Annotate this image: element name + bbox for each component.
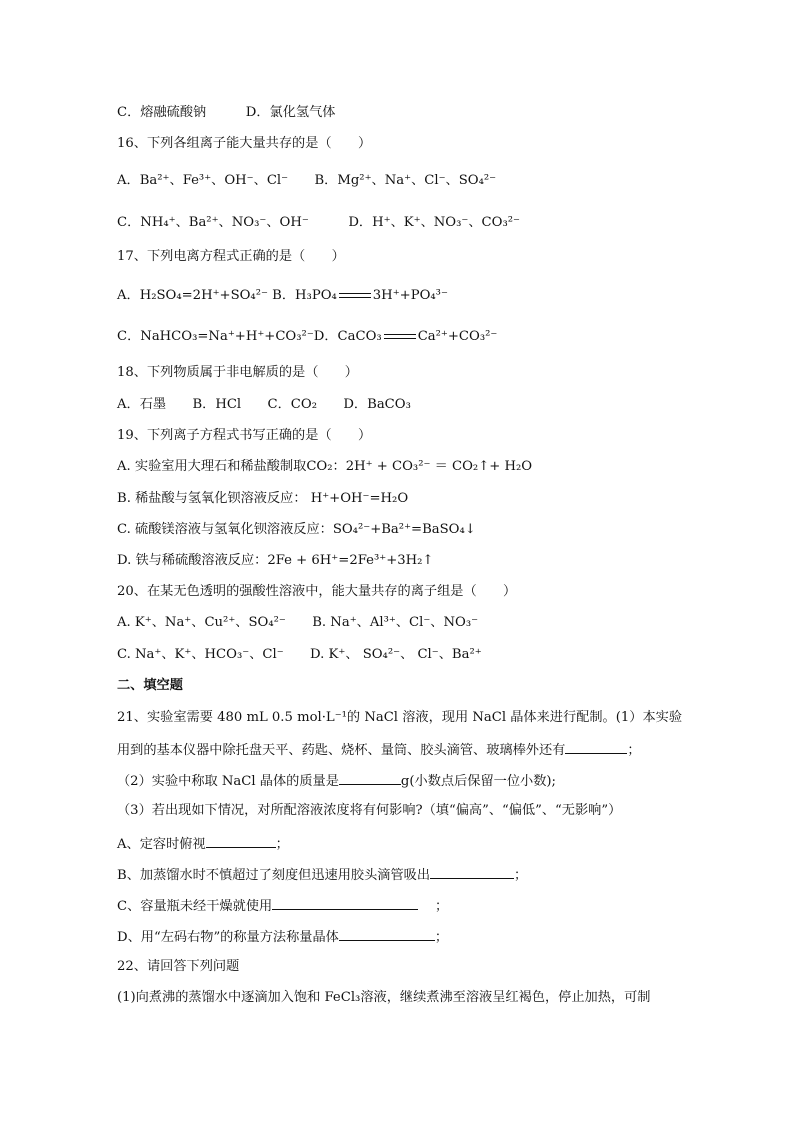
q15-option-cd: C．熔融硫酸钠 D．氯化氢气体 <box>117 105 336 120</box>
answer-blank-a[interactable] <box>206 834 276 848</box>
q16-option-cd: C．NH₄⁺、Ba²⁺、NO₃⁻、OH⁻ D．H⁺、K⁺、NO₃⁻、CO₃²⁻ <box>117 215 520 230</box>
q21-part3: （3）若出现如下情况，对所配溶液浓度将有何影响?（填“偏高”、“偏低”、“无影响”） <box>117 803 622 818</box>
q19-stem: 19、下列离子方程式书写正确的是（ ） <box>117 428 372 443</box>
q19-option-c: C. 硫酸镁溶液与氢氧化钡溶液反应：SO₄²⁻+Ba²⁺=BaSO₄↓ <box>117 522 476 537</box>
q17-stem: 17、下列电离方程式正确的是（ ） <box>117 249 345 264</box>
q16-stem: 16、下列各组离子能大量共存的是（ ） <box>117 136 372 151</box>
q17-option-ab: A．H₂SO₄=2H⁺+SO₄²⁻ B．H₃PO₄ 3H⁺+PO₄³⁻ <box>117 288 448 303</box>
q16-option-ab: A．Ba²⁺、Fe³⁺、OH⁻、Cl⁻ B．Mg²⁺、Na⁺、Cl⁻、SO₄²⁻ <box>117 173 497 188</box>
q20-option-ab: A. K⁺、Na⁺、Cu²⁺、SO₄²⁻ B. Na⁺、Al³⁺、Cl⁻、NO₃⁻ <box>117 615 479 630</box>
equilibrium-arrow-icon <box>339 291 371 301</box>
q21-stem-line2: 用到的基本仪器中除托盘天平、药匙、烧杯、量筒、胶头滴管、玻璃棒外还有 ； <box>117 740 641 760</box>
q18-options: A．石墨 B．HCl C．CO₂ D．BaCO₃ <box>117 397 411 412</box>
q18-stem: 18、下列物质属于非电解质的是（ ） <box>117 365 358 380</box>
q21-part2: （2）实验中称取 NaCl 晶体的质量是 g(小数点后保留一位小数); <box>117 771 556 791</box>
answer-blank-d[interactable] <box>339 927 435 941</box>
q21-part3-c: C、容量瓶未经干燥就使用 ； <box>117 896 448 916</box>
answer-blank-c[interactable] <box>272 896 418 910</box>
q20-option-cd: C. Na⁺、K⁺、HCO₃⁻、Cl⁻ D. K⁺、 SO₄²⁻、 Cl⁻、Ba²⁺ <box>117 647 482 662</box>
q22-stem: 22、请回答下列问题 <box>117 959 240 974</box>
q21-part3-a: A、定容时俯视 ； <box>117 834 289 854</box>
equilibrium-arrow-icon <box>384 332 416 342</box>
q22-part1: (1)向煮沸的蒸馏水中逐滴加入饱和 FeCl₃溶液，继续煮沸至溶液呈红褐色，停止加热，可制 <box>117 990 651 1005</box>
answer-blank-b[interactable] <box>430 865 514 879</box>
answer-blank-instrument[interactable] <box>565 740 627 754</box>
q19-option-a: A. 实验室用大理石和稀盐酸制取CO₂：2H⁺ + CO₃²⁻ ＝ CO₂↑+ H₂O <box>117 459 533 474</box>
q21-part3-b: B、加蒸馏水时不慎超过了刻度但迅速用胶头滴管吸出 ； <box>117 865 527 885</box>
q20-stem: 20、在某无色透明的强酸性溶液中，能大量共存的离子组是（ ） <box>117 584 517 599</box>
q21-part3-d: D、用“左码右物”的称量方法称量晶体 ； <box>117 927 448 947</box>
answer-blank-mass[interactable] <box>339 771 401 785</box>
section-heading: 二、填空题 <box>117 678 183 693</box>
q21-stem-line1: 21、实验室需要 480 mL 0.5 mol·L⁻¹的 NaCl 溶液，现用 NaCl 晶体来进行配制。(1）本实验 <box>117 710 683 725</box>
q19-option-b: B. 稀盐酸与氢氧化钡溶液反应： H⁺+OH⁻=H₂O <box>117 491 409 506</box>
q17-option-cd: C．NaHCO₃=Na⁺+H⁺+CO₃²⁻D．CaCO₃ Ca²⁺+CO₃²⁻ <box>117 329 498 344</box>
q19-option-d: D. 铁与稀硫酸溶液反应：2Fe + 6H⁺=2Fe³⁺+3H₂↑ <box>117 553 434 568</box>
